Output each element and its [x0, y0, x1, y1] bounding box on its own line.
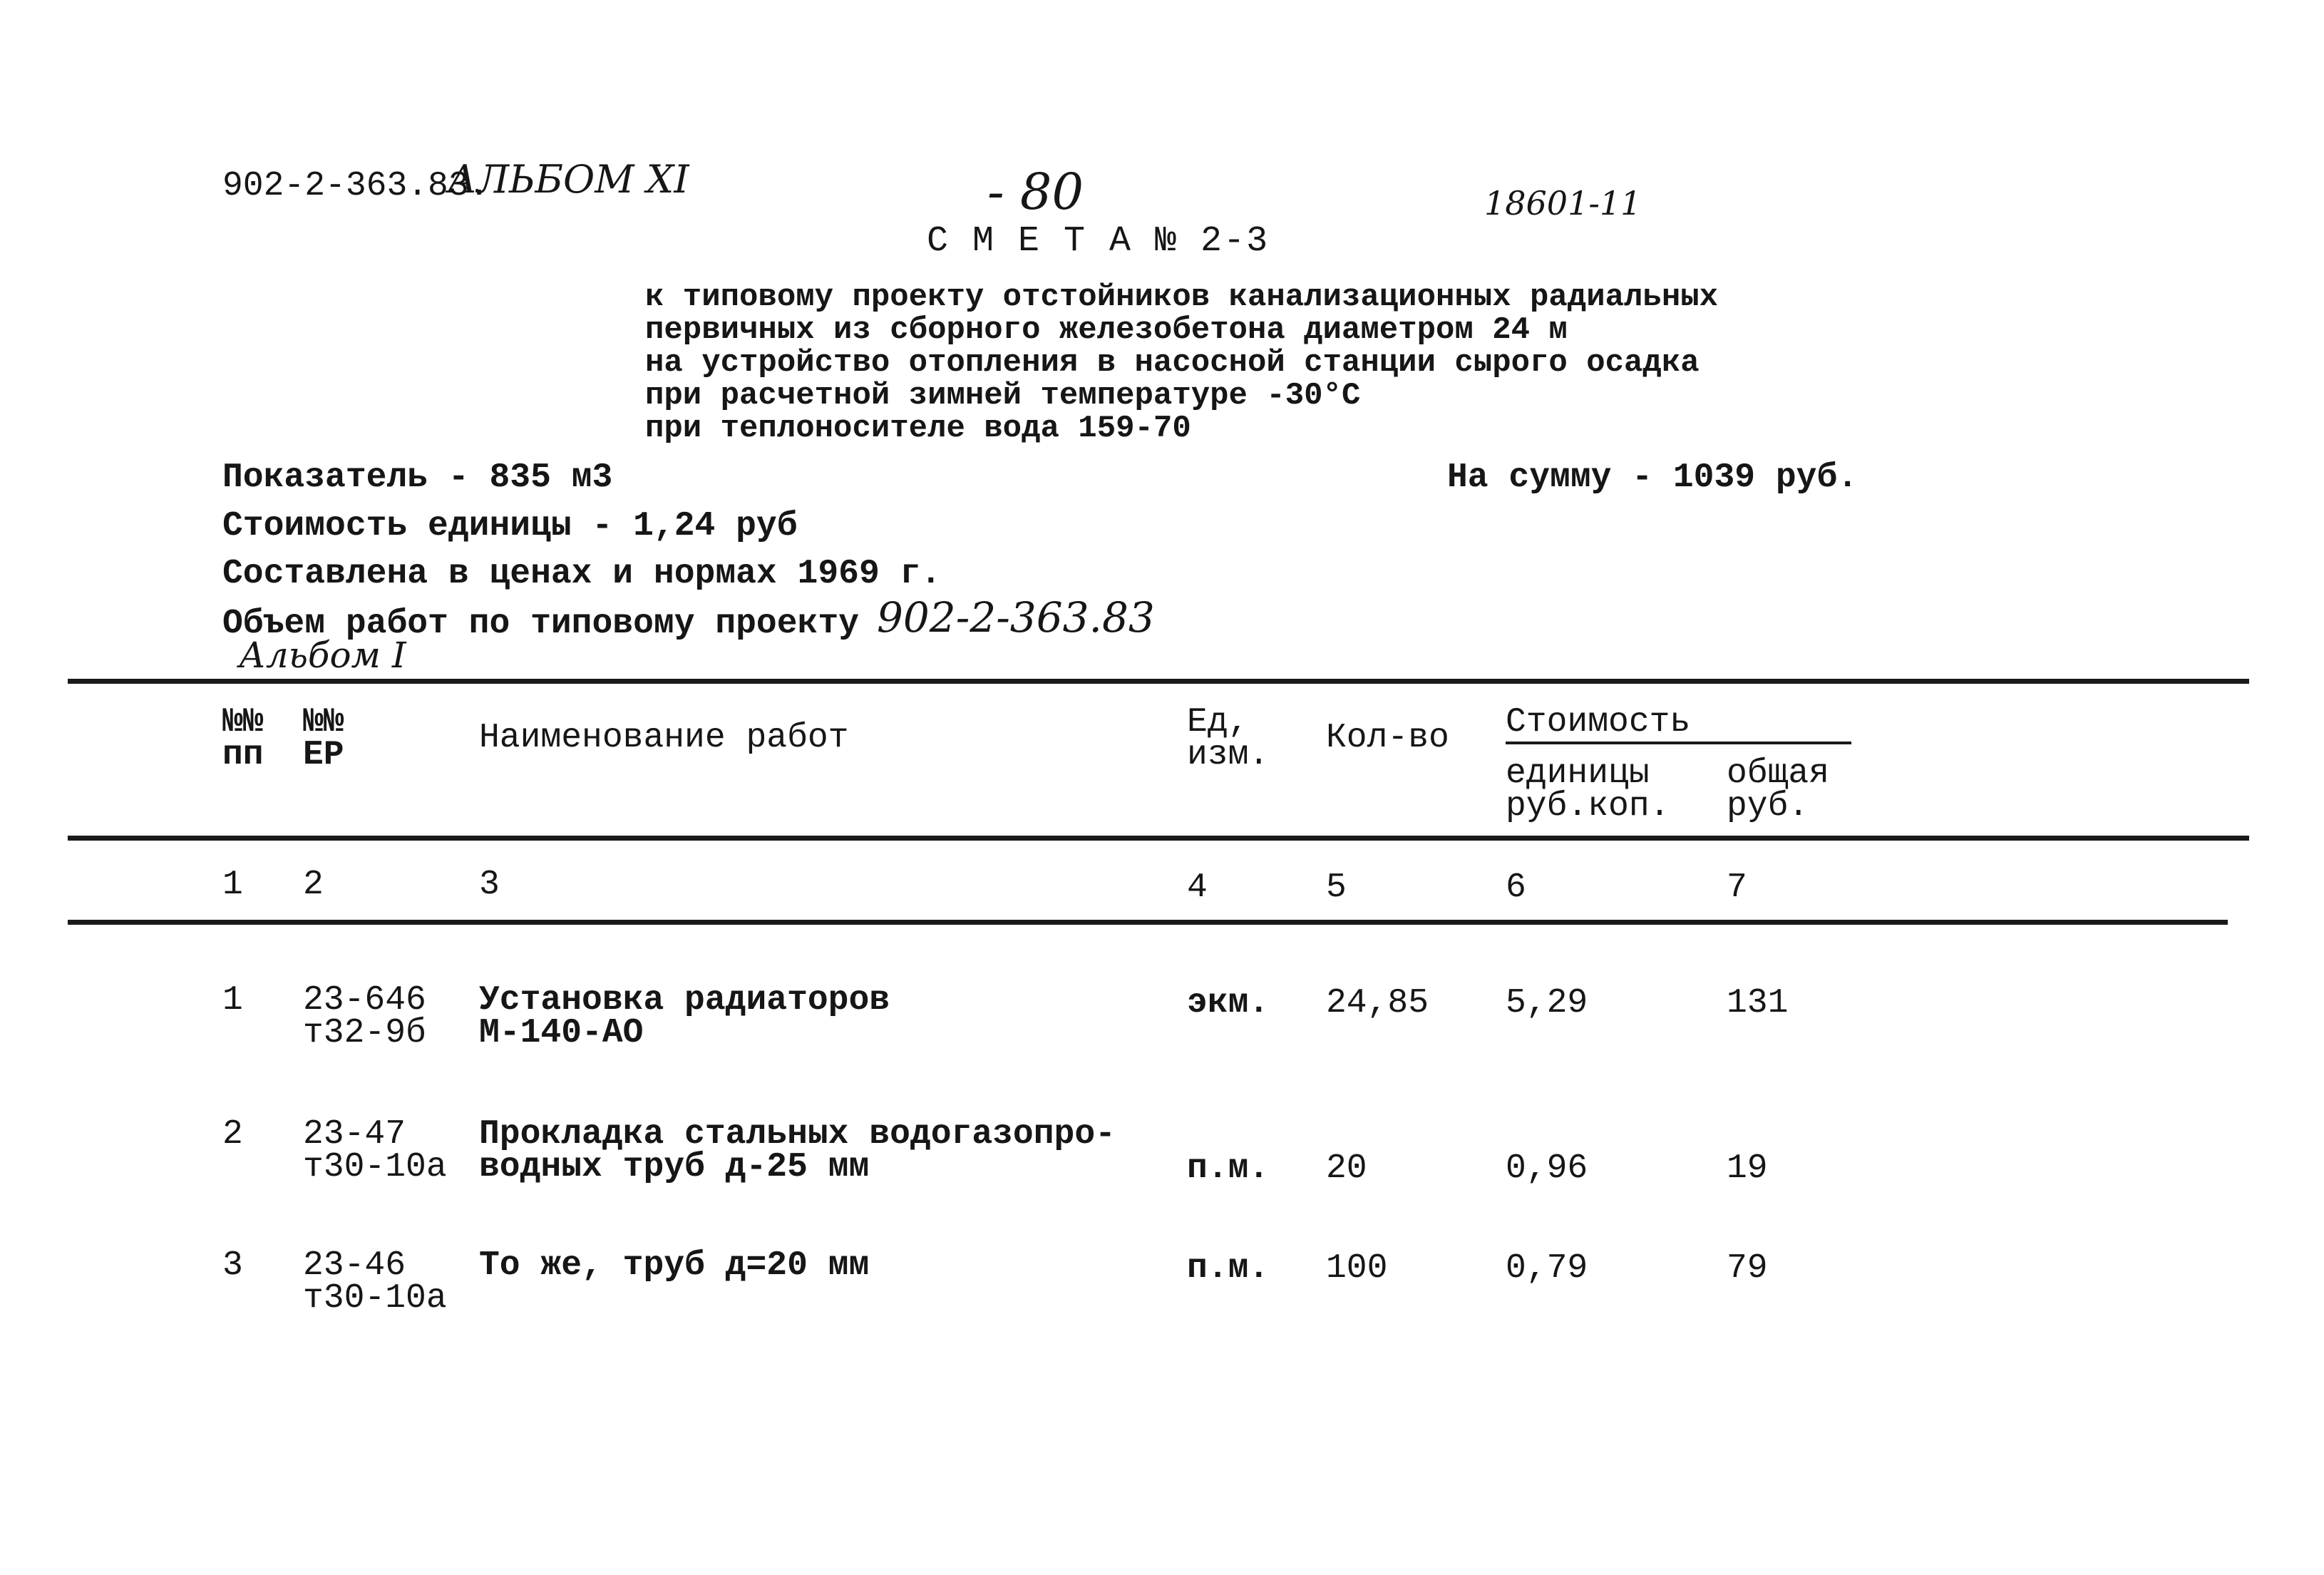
row-work-name: То же, труб д=20 мм: [479, 1246, 870, 1285]
row-unit: п.м.: [1187, 1149, 1270, 1188]
column-number: 4: [1187, 868, 1208, 907]
row-unit: п.м.: [1187, 1249, 1270, 1288]
column-numbers-rule: [68, 920, 2228, 925]
unit-cost: Стоимость единицы - 1,24 руб: [222, 507, 798, 545]
row-number: 1: [222, 981, 243, 1020]
header-pp: №№ пп: [222, 703, 264, 774]
row-quantity: 24,85: [1326, 984, 1429, 1022]
column-number: 5: [1326, 868, 1347, 907]
row-work-name: Прокладка стальных водогазопро- водных труб д-25 мм: [479, 1115, 1116, 1186]
estimate-title: С М Е Т А № 2-3: [927, 221, 1270, 262]
header-cost-group: Стоимость: [1506, 703, 1691, 742]
row-er-code: 23-646 т32-9б: [303, 981, 426, 1052]
table-top-rule: [68, 679, 2249, 684]
row-unit-cost: 0,96: [1506, 1149, 1588, 1188]
row-quantity: 100: [1326, 1249, 1388, 1288]
column-number: 6: [1506, 868, 1526, 907]
album-tag-handwritten: АЛЬБОМ XI: [448, 157, 689, 202]
row-er-code: 23-47 т30-10а: [303, 1115, 447, 1186]
page-number: - 80: [987, 163, 1084, 221]
row-unit: экм.: [1187, 984, 1270, 1022]
header-total: общая руб.: [1727, 754, 1830, 826]
subtitle-line: на устройство отопления в насосной станции сырого осадка: [645, 345, 1700, 381]
scope-album-handwritten: Альбом I: [239, 635, 406, 676]
column-number: 7: [1727, 868, 1747, 907]
compiled-prices: Составлена в ценах и нормах 1969 г.: [222, 555, 942, 593]
scope-label: Объем работ по типовому проекту: [222, 605, 859, 643]
header-unit-cost: единицы руб.коп.: [1506, 754, 1670, 826]
column-number: 2: [303, 866, 324, 904]
archive-number: 18601-11: [1484, 184, 1642, 222]
column-number: 3: [479, 866, 500, 904]
row-number: 2: [222, 1115, 243, 1154]
row-total: 19: [1727, 1149, 1768, 1188]
row-total: 131: [1727, 984, 1789, 1022]
doc-code: 902-2-363.83.: [222, 167, 490, 205]
cost-group-rule: [1506, 742, 1851, 744]
subtitle-line: при расчетной зимней температуре -30°С: [645, 378, 1361, 414]
subtitle-line: первичных из сборного железобетона диаметром 24 м: [645, 312, 1568, 348]
row-number: 3: [222, 1246, 243, 1285]
row-total: 79: [1727, 1249, 1768, 1288]
indicator: Показатель - 835 м3: [222, 458, 613, 497]
total-sum: На сумму - 1039 руб.: [1447, 458, 1858, 497]
header-work-name: Наименование работ: [479, 719, 849, 757]
row-work-name: Установка радиаторов М-140-АО: [479, 981, 890, 1052]
column-number: 1: [222, 866, 243, 904]
estimate-subtitle: [645, 281, 1718, 445]
row-unit-cost: 0,79: [1506, 1249, 1588, 1288]
row-quantity: 20: [1326, 1149, 1367, 1188]
row-er-code: 23-46 т30-10а: [303, 1246, 447, 1318]
header-bottom-rule: [68, 836, 2249, 841]
header-er: №№ ЕР: [303, 703, 344, 774]
subtitle-line: при теплоносителе вода 159-70: [645, 411, 1191, 446]
row-unit-cost: 5,29: [1506, 984, 1588, 1022]
scope-project-handwritten: 902-2-363.83: [877, 593, 1155, 642]
header-unit: Ед, изм.: [1187, 703, 1270, 774]
header-qty: Кол-во: [1326, 719, 1449, 757]
subtitle-line: к типовому проекту отстойников канализационных радиальных: [645, 279, 1719, 315]
